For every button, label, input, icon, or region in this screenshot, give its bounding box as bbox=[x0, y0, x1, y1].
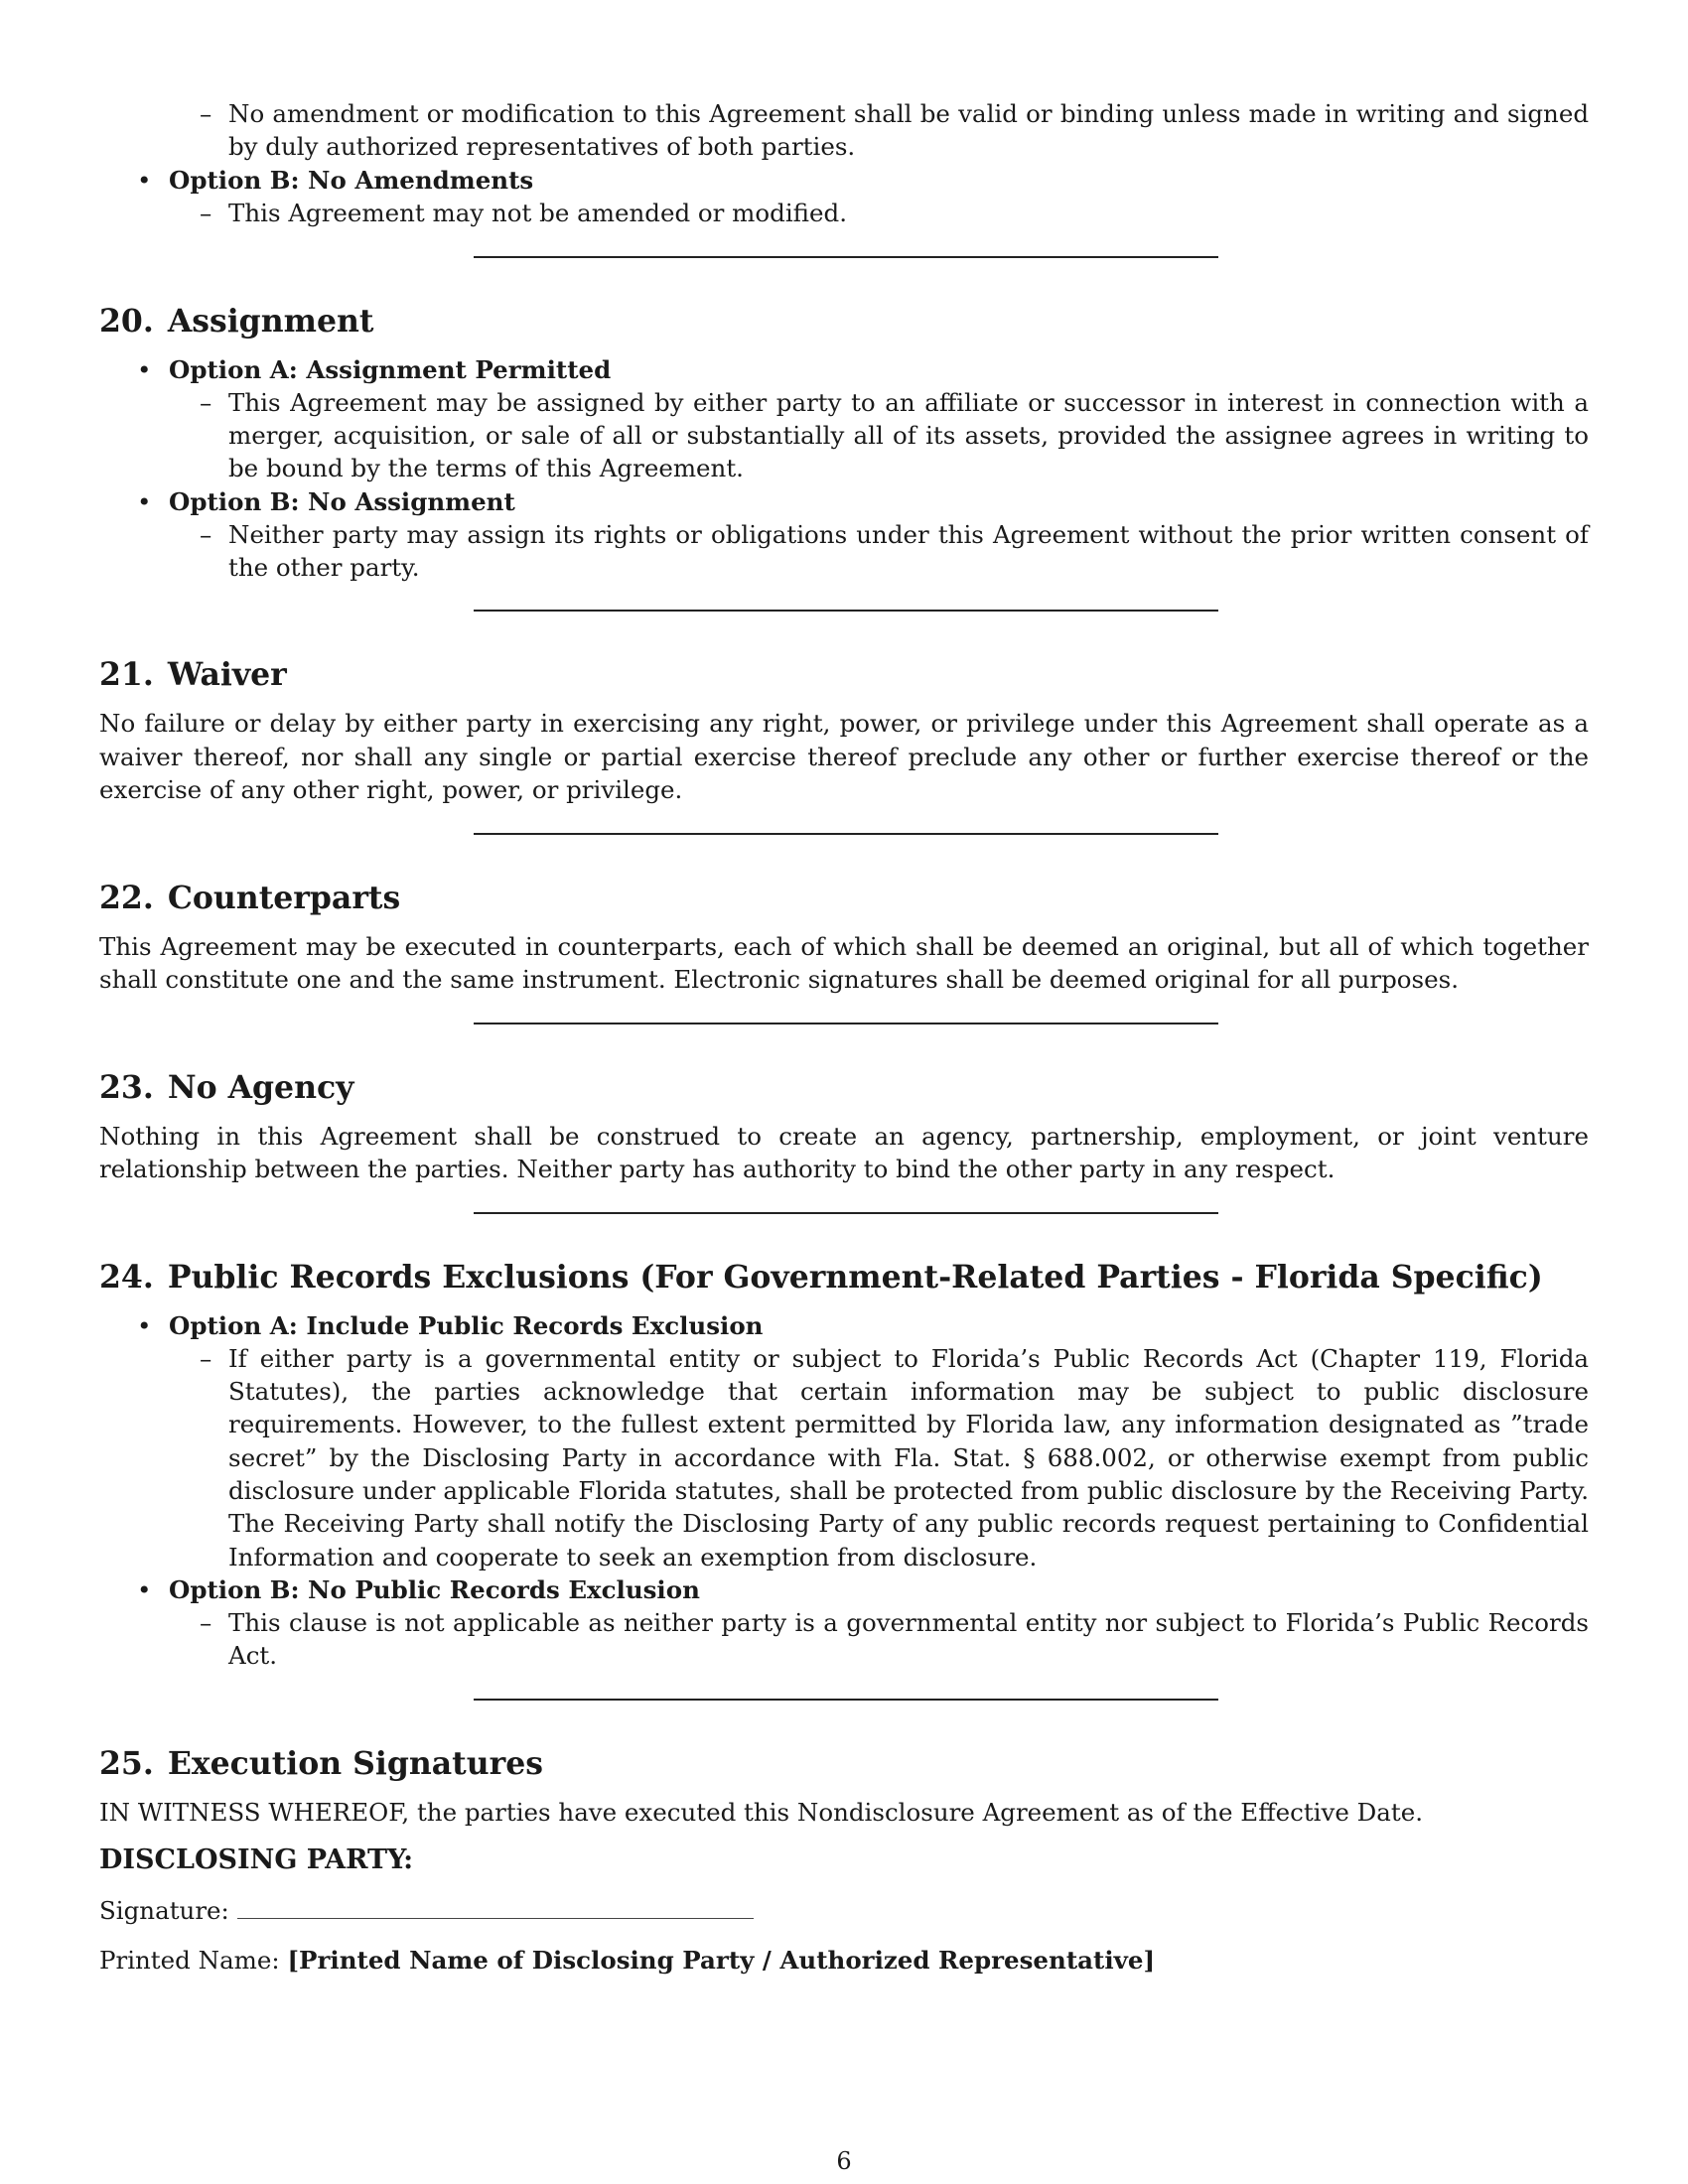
section25-body: IN WITNESS WHEREOF, the parties have executed this Nondisclosure Agreement as of the Effective Date. bbox=[99, 1797, 1424, 1827]
section20-optionA-label: • Option A: Assignment Permitted bbox=[99, 353, 1589, 386]
section22-number: 22. bbox=[99, 879, 154, 916]
section20-optionB-label: • Option B: No Assignment bbox=[99, 485, 1589, 518]
section-divider bbox=[474, 256, 1218, 258]
section22-body: This Agreement may be executed in counterparts, each of which shall be deemed an original, but all of which together shall constitute one and the same instrument. Electronic signatures shall be deemed original for all purposes. bbox=[99, 931, 1589, 995]
section20-optionB-item: – Neither party may assign its rights or obligations under this Agreement without the prior written consent of the other party. bbox=[99, 518, 1589, 585]
printed-name-row bbox=[99, 1944, 1589, 1978]
signature-label: Signature: bbox=[99, 1896, 229, 1926]
section24-optionB-label: • Option B: No Public Records Exclusion bbox=[99, 1573, 1589, 1606]
section21-body: No failure or delay by either party in exercising any right, power, or privilege under this Agreement shall operate as a waiver thereof, nor shall any single or partial exercise thereof preclude any other or further exercise thereof or the exercise of any other right, power, or privilege. bbox=[99, 709, 1589, 805]
section24-heading bbox=[99, 1258, 1589, 1297]
section-divider bbox=[474, 833, 1218, 835]
section21-heading bbox=[99, 655, 1589, 695]
section24-optionA-label: • Option A: Include Public Records Exclusion bbox=[99, 1309, 1589, 1342]
section20-heading bbox=[99, 302, 1589, 341]
signature-line[interactable] bbox=[237, 1896, 754, 1919]
document-page bbox=[99, 97, 1589, 1977]
section20-number: 20. bbox=[99, 302, 154, 340]
section25-number: 25. bbox=[99, 1744, 154, 1782]
section24-title: Public Records Exclusions (For Government-Related Parties - Florida Specific) bbox=[167, 1258, 1543, 1296]
section-divider bbox=[474, 1212, 1218, 1214]
section24-optionB-item: – This clause is not applicable as neither party is a governmental entity nor subject to Florida’s Public Records Act. bbox=[99, 1606, 1589, 1673]
section20-title: Assignment bbox=[167, 302, 374, 340]
section21-title: Waiver bbox=[167, 656, 287, 694]
section25-title: Execution Signatures bbox=[167, 1744, 543, 1782]
signature-row bbox=[99, 1894, 1589, 1928]
section22-heading bbox=[99, 879, 1589, 918]
section24-number: 24. bbox=[99, 1258, 154, 1296]
section23-body: Nothing in this Agreement shall be construed to create an agency, partnership, employment, or joint venture relationship between the parties. Neither party has authority to bind the other party in any respect. bbox=[99, 1121, 1589, 1184]
section-divider bbox=[474, 610, 1218, 612]
section22-title: Counterparts bbox=[167, 879, 401, 916]
section-divider bbox=[474, 1023, 1218, 1024]
section19-optionA-item: – No amendment or modification to this Agreement shall be valid or binding unless made in writing and signed by duly authorized representatives of both parties. bbox=[99, 97, 1589, 164]
printed-name-label: Printed Name: bbox=[99, 1945, 280, 1975]
section23-heading bbox=[99, 1068, 1589, 1108]
section25-heading bbox=[99, 1744, 1589, 1784]
section-divider bbox=[474, 1699, 1218, 1701]
page-number: 6 bbox=[836, 2147, 852, 2175]
section20-optionA-item: – This Agreement may be assigned by either party to an affiliate or successor in interest in connection with a merger, acquisition, or sale of all or substantially all of its assets, provided the assignee agrees in writing to be bound by the terms of this Agreement. bbox=[99, 386, 1589, 485]
section19-optionB-item: – This Agreement may not be amended or modified. bbox=[99, 197, 1589, 229]
printed-name-value: [Printed Name of Disclosing Party / Authorized Representative] bbox=[287, 1945, 1156, 1975]
disclosing-party-label: DISCLOSING PARTY: bbox=[99, 1844, 414, 1876]
section21-number: 21. bbox=[99, 656, 154, 694]
section23-title: No Agency bbox=[167, 1068, 354, 1106]
section23-number: 23. bbox=[99, 1068, 154, 1106]
section24-optionA-item: – If either party is a governmental entity or subject to Florida’s Public Records Act (Chapter 119, Florida Statutes), the parties acknowledge that certain information may be subject to public disclosure requirements. However, to the fullest extent permitted by Florida law, any information designated as ”trade secret” by the Disclosing Party in accordance with Fla. Stat. § 688.002, or otherwise exempt from public disclosure under applicable Florida statutes, shall be protected from public disclosure by the Receiving Party. The Receiving Party shall notify the Disclosing Party of any public records request pertaining to Confidential Information and cooperate to seek an exemption from disclosure. bbox=[99, 1342, 1589, 1573]
section19-optionB-label: • Option B: No Amendments bbox=[99, 164, 1589, 197]
